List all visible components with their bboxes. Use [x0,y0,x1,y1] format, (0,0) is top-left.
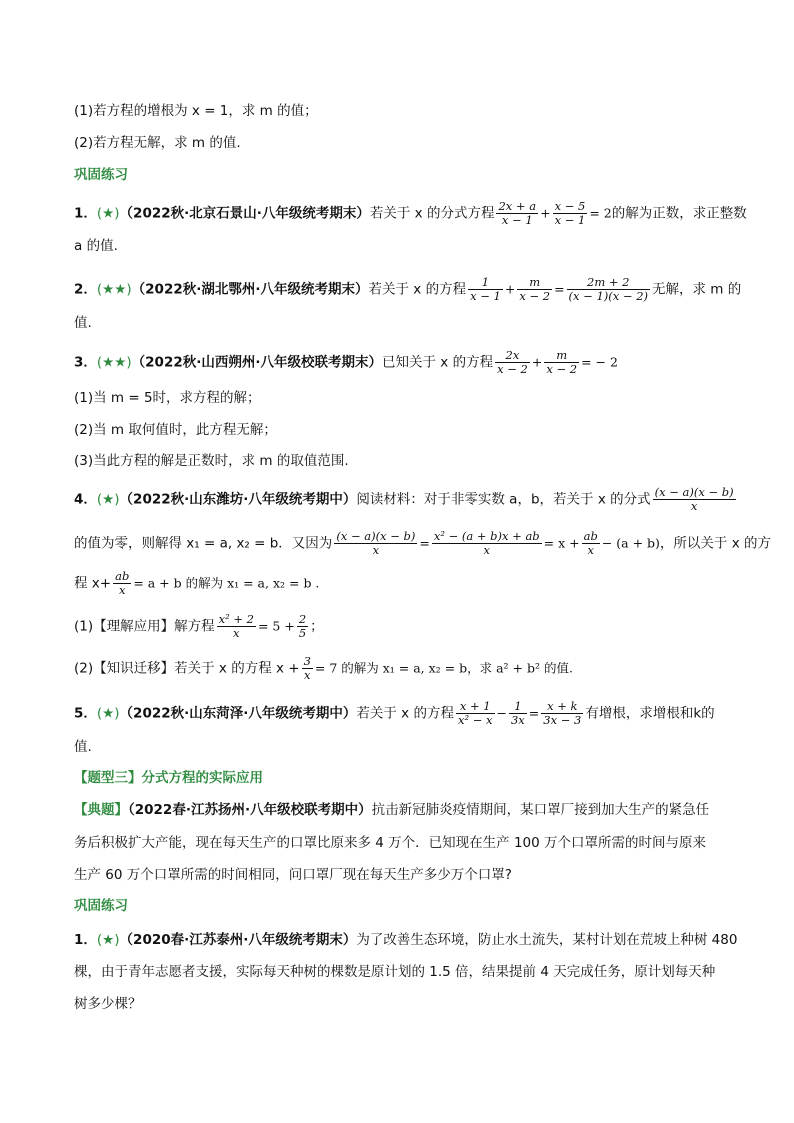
text-span: = [554,281,565,297]
fraction [113,570,131,597]
text-span: + [540,205,551,221]
fraction [582,530,600,557]
text-span: 值. [74,315,92,331]
text-span: x [118,583,126,597]
text-span: （2022秋·湖北鄂州·八年级统考期末） [131,281,369,298]
text-span: x − 1 [470,289,501,303]
text-span: = − 2 [581,354,618,370]
text-span: ab [115,569,130,583]
problem-1-line2 [74,236,118,256]
fraction [509,700,527,727]
text-span: 无解，求 m 的 [652,281,742,298]
text-span: x − 2 [497,362,528,376]
text-span: （2020春·江苏泰州·八年级统考期末） [119,932,357,948]
text-span: （2022秋·北京石景山·八年级统考期末） [119,205,370,222]
text-span: x [233,626,240,640]
example-line2 [74,833,706,853]
fraction [544,349,579,376]
star-icon: (★) [96,205,120,222]
text-span: 3 [303,654,311,668]
star-icon: (★★) [96,281,132,298]
text-span: x − 1 [501,213,533,227]
text-span: x [303,668,311,682]
text-span: 5． [74,705,97,722]
text-span: x − 2 [546,362,578,376]
text-span: 若关于 x 的方程 [368,281,467,298]
practice-heading: 巩固练习 [74,167,128,183]
text-span: (x − a)(x − b) [654,485,734,499]
text-span: (2)若方程无解，求 m 的值. [74,135,241,151]
text-span: 有增根，求增根和k的 [585,705,715,722]
text-span: 的解为正数，求正整数 [611,205,747,222]
text-span: 树多少棵？ [74,996,142,1012]
text-span: x [372,543,380,557]
text-span: x + k [541,700,583,714]
example-line1 [74,800,709,820]
problem-1-line1 [74,200,747,227]
text-span: 3． [74,354,97,371]
text-span: 1 [509,700,527,714]
text-span: 若关于 x 的方程 [356,705,454,722]
text-span: (x − a)(x − b) [336,529,416,543]
text-span: x² + 2 [218,612,254,626]
text-span: (1)若方程的增根为 x = 1，求 m 的值； [74,103,318,119]
text-span: x² − (a + b)x + ab [433,529,540,543]
text-span: 的值为零，则解得 x₁ = a, x₂ = b．又因为 [74,535,333,552]
text-span: = [419,535,430,551]
text-span: = 2 [589,205,612,221]
problem-2-line2 [74,313,92,333]
text-span: 1． [74,932,97,948]
fraction [653,486,736,513]
problem-3-sub3 [74,451,349,471]
text-span: （2022秋·山东潍坊·八年级统考期中） [119,491,357,508]
problem-3-sub1 [74,388,261,408]
fraction [517,276,552,303]
text-span: x² − x [457,713,493,727]
text-span: 4． [74,491,97,508]
text-span: 务后积极扩大产能，现在每天生产的口罩比原来多 4 万个．已知现在生产 100 万个口罩所需的时间与原来 [74,835,707,851]
text-span: + [504,281,516,297]
text-span: （2022秋·山东菏泽·八年级统考期中） [119,705,357,722]
top-q1 [74,101,318,121]
text-span: 抗击新冠肺炎疫情期间，某口罩厂接到加大生产的紧急任 [371,802,710,818]
fraction [456,700,495,727]
fraction [567,276,650,303]
text-span: 3x − 3 [543,713,582,727]
text-span: ； [310,618,324,635]
top-q2 [74,133,241,153]
text-span: (2)当 m 取何值时，此方程无解； [74,422,277,438]
text-span: = 5 + [257,618,295,634]
fraction [541,700,583,727]
fraction [334,530,417,557]
text-span: (3)当此方程的解是正数时，求 m 的取值范围. [74,453,349,469]
example-line3 [74,865,512,885]
problem-4-sub1 [74,613,324,640]
fraction [432,530,542,557]
problem-5-line1 [74,700,715,727]
text-span: (x − 1)(x − 2) [568,289,648,303]
text-span: x − 1 [554,213,586,227]
text-span: 棵，由于青年志愿者支援，实际每天种树的棵数是原计划的 1.5 倍，结果提前 4 天完成任务，原计划每天种 [74,964,716,980]
problem-4-sub2 [74,655,573,682]
text-span: − (a + b) [601,535,660,551]
problem-4-line1 [74,486,738,513]
section-heading-type3: 【题型三】分式方程的实际应用 [74,770,263,786]
fraction [496,200,538,227]
text-span: 5 [298,626,307,640]
text-span: m [517,276,552,290]
text-span: 为了改善生态环境，防止水土流失，某村计划在荒坡上种树 480 [356,932,738,948]
problem-3-line1 [74,349,618,376]
text-span: 【典题】 [74,802,128,818]
practice-heading-2: 巩固练习 [74,898,128,914]
text-span: （2022春·江苏扬州·八年级校联考期中） [128,802,372,818]
problem-4-line3 [74,570,319,597]
text-span: a 的值. [74,238,118,254]
problem-2-line1 [74,276,741,303]
text-span: (2)【知识迁移】若关于 x 的方程 x + [74,660,300,677]
text-span: = 7 的解为 x₁ = a, x₂ = b，求 a² + b² 的值. [314,660,573,676]
star-icon: (★★) [96,354,132,371]
text-span: 2x + a [498,199,537,213]
fraction [297,613,308,640]
fraction [468,276,503,303]
text-span: 2x [495,349,530,363]
text-span: = x + [543,535,580,551]
text-span: ab [583,529,598,543]
fraction [217,613,256,640]
text-span: m [544,349,579,363]
text-span: 1 [468,276,503,290]
text-span: 1． [74,205,97,222]
text-span: x [690,499,698,513]
fraction [495,349,530,376]
text-span: 2． [74,281,97,298]
text-span: （2022秋·山西朔州·八年级校联考期末） [131,354,382,371]
text-span: (1)【理解应用】解方程 [74,618,215,635]
text-span: x [483,543,490,557]
text-span: ，所以关于 x 的方 [659,535,771,552]
text-span: x − 2 [519,289,551,303]
text-span: (1)当 m = 5时，求方程的解； [74,390,261,406]
text-span: = [528,705,540,721]
text-span: 2m + 2 [567,276,650,290]
text-span: 值. [74,739,92,755]
practice2-line2 [74,962,715,982]
star-icon: (★) [96,932,120,948]
star-icon: (★) [96,491,120,508]
problem-3-sub2 [74,420,277,440]
practice2-line1 [74,930,737,950]
fraction [553,200,588,227]
text-span: 2 [298,612,307,626]
text-span: x − 5 [554,199,586,213]
text-span: 已知关于 x 的方程 [382,354,494,371]
text-span: 阅读材料：对于非零实数 a，b，若关于 x 的分式 [356,491,651,508]
text-span: x [587,543,594,557]
practice2-line3 [74,994,142,1014]
text-span: x + 1 [456,700,495,714]
problem-5-line2 [74,737,92,757]
text-span: + [531,354,543,370]
text-span: − [496,705,507,721]
text-span: 若关于 x 的分式方程 [369,205,495,222]
text-span: 3x [510,713,525,727]
text-span: 程 x+ [74,575,112,592]
problem-4-line2 [74,530,771,557]
text-span: 生产 60 万个口罩所需的时间相同，问口罩厂现在每天生产多少万个口罩? [74,867,512,883]
star-icon: (★) [96,705,120,722]
fraction [302,655,313,682]
text-span: = a + b 的解为 x₁ = a, x₂ = b . [133,575,320,591]
